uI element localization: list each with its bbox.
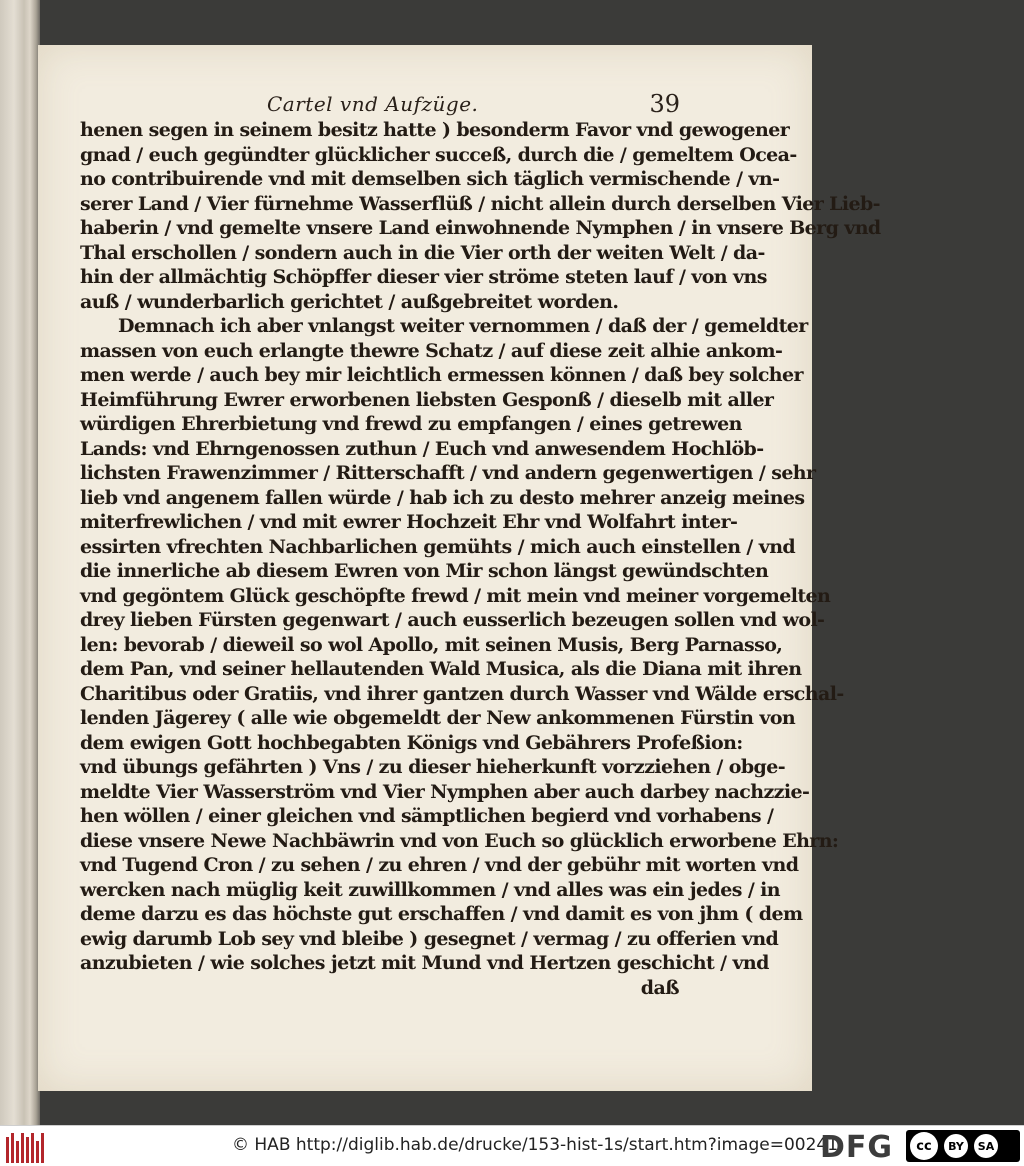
text-line: auß / wunderbarlich gerichtet / außgebreitet worden. <box>80 290 619 313</box>
text-line: drey lieben Fürsten gegenwart / auch eusserlich bezeugen sollen vnd wol- <box>80 609 825 631</box>
running-header <box>267 90 692 120</box>
text-line: Heimführung Ewrer erworbenen liebsten Gesponß / dieselb mit aller <box>80 388 774 411</box>
text-line: lenden Jägerey ( alle wie obgemeldt der New ankommenen Fürstin von <box>80 707 796 729</box>
text-line: len: bevorab / dieweil so wol Apollo, mit seinen Musis, Berg Parnasso, <box>80 633 783 656</box>
cc-icon: cc <box>910 1132 938 1160</box>
text-line: Lands: vnd Ehrngenossen zuthun / Euch vnd anwesendem Hochlöb- <box>80 437 764 460</box>
text-line: deme darzu es das höchste gut erschaffen / vnd damit es von jhm ( dem <box>80 903 803 925</box>
text-line: anzubieten / wie solches jetzt mit Mund vnd Hertzen geschicht / vnd <box>80 952 769 974</box>
text-line: haberin / vnd gemelte vnsere Land einwohnende Nymphen / in vnsere Berg vnd <box>80 217 881 239</box>
text-line: lichsten Frawenzimmer / Ritterschafft / vnd andern gegenwertigen / sehr <box>80 462 816 484</box>
text-line: massen von euch erlangte thewre Schatz / auf diese zeit alhie ankom- <box>80 339 783 362</box>
text-line: henen segen in seinem besitz hatte ) besonderm Favor vnd gewogener <box>80 119 790 141</box>
header-title: Cartel vnd Aufzüge. <box>267 92 479 116</box>
text-line: no contribuirende vnd mit demselben sich täglich vermischende / vn- <box>80 168 780 190</box>
page-number: 39 <box>649 90 680 118</box>
text-line: diese vnsere Newe Nachbäwrin vnd von Euch so glücklich erworbene Ehrn: <box>80 829 839 852</box>
text-line: meldte Vier Wasserström vnd Vier Nymphen aber auch darbey nachzzie- <box>80 780 810 803</box>
text-line: vnd übungs gefährten ) Vns / zu dieser hieherkunft vorzziehen / obge- <box>80 756 786 778</box>
text-line: dem ewigen Gott hochbegabten Königs vnd Gebährers Profeßion: <box>80 731 743 754</box>
text-line: vnd gegöntem Glück geschöpfte frewd / mit mein vnd meiner vorgemelten <box>80 584 831 607</box>
text-line: hin der allmächtig Schöpffer dieser vier ströme steten lauf / von vns <box>80 266 767 288</box>
text-line: Charitibus oder Gratiis, vnd ihrer gantzen durch Wasser vnd Wälde erschal- <box>80 682 844 705</box>
text-line: dem Pan, vnd seiner hellautenden Wald Musica, als die Diana mit ihren <box>80 658 802 680</box>
copyright-link[interactable]: © HAB http://diglib.hab.de/drucke/153-hist-1s/start.htm?image=00241 <box>232 1135 839 1155</box>
footer-bar <box>0 1125 1024 1166</box>
body-text <box>80 118 881 1000</box>
text-line: hen wöllen / einer gleichen vnd sämptlichen begierd vnd vorhabens / <box>80 805 774 827</box>
text-line: serer Land / Vier fürnehme Wasserflüß / nicht allein durch derselben Vier Lieb- <box>80 192 880 215</box>
text-line: vnd Tugend Cron / zu sehen / zu ehren / vnd der gebühr mit worten vnd <box>80 854 799 876</box>
text-line: die innerliche ab diesem Ewren von Mir schon längst gewündschten <box>80 560 769 582</box>
text-line: Demnach ich aber vnlangst weiter vernommen / daß der / gemeldter <box>118 315 808 337</box>
text-line: wercken nach müglig keit zuwillkommen / vnd alles was ein jedes / in <box>80 878 781 901</box>
cc-license-badge[interactable] <box>906 1130 1020 1162</box>
text-line: gnad / euch gegündter glücklicher succeß, durch die / gemeltem Ocea- <box>80 143 797 166</box>
text-line: miterfrewlichen / vnd mit ewrer Hochzeit Ehr vnd Wolfahrt inter- <box>80 511 738 533</box>
dfg-logo: DFG <box>820 1130 894 1165</box>
text-line: würdigen Ehrerbietung vnd frewd zu empfangen / eines getrewen <box>80 413 742 435</box>
adjacent-page-edges <box>0 0 40 1125</box>
text-line: essirten vfrechten Nachbarlichen gemühts / mich auch einstellen / vnd <box>80 535 796 558</box>
sa-icon: SA <box>974 1134 998 1158</box>
catchword: daß <box>640 976 679 999</box>
by-icon: BY <box>944 1134 968 1158</box>
text-line: lieb vnd angenem fallen würde / hab ich zu desto mehrer anzeig meines <box>80 486 805 509</box>
text-line: men werde / auch bey mir leichtlich ermessen können / daß bey solcher <box>80 364 803 386</box>
text-line: Thal erschollen / sondern auch in die Vier orth der weiten Welt / da- <box>80 241 765 264</box>
hab-logo-icon <box>6 1129 46 1163</box>
text-line: ewig darumb Lob sey vnd bleibe ) gesegnet / vermag / zu offerien vnd <box>80 927 779 950</box>
